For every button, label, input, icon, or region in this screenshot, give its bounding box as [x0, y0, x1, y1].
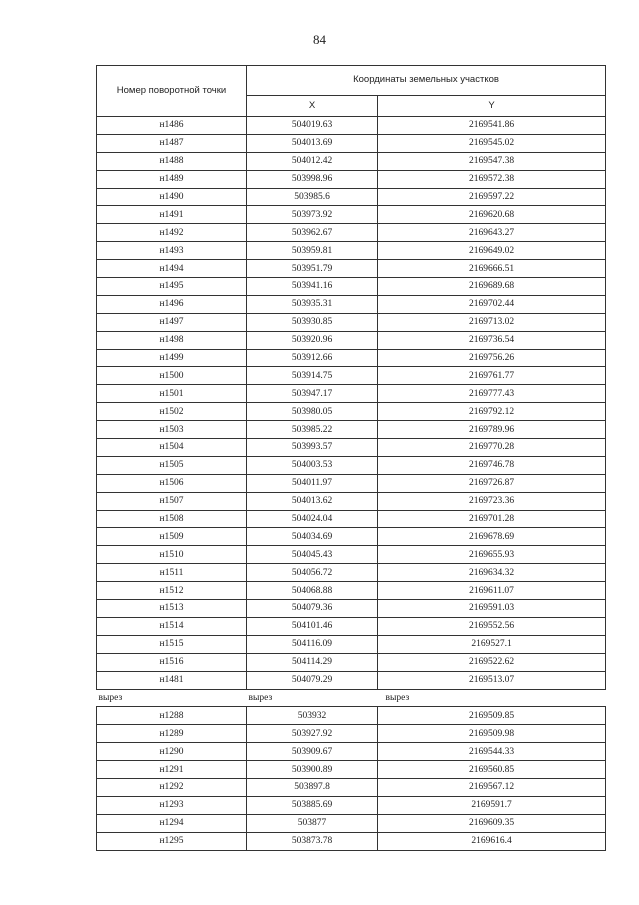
x-coordinate-cell: 504013.62: [247, 492, 378, 510]
x-coordinate-cell: 503877: [247, 814, 378, 832]
point-number-cell: н1494: [97, 260, 247, 278]
point-number-cell: н1487: [97, 134, 247, 152]
point-number-header: Номер поворотной точки: [97, 66, 247, 117]
table-row: [97, 134, 606, 152]
table-row: [97, 456, 606, 474]
point-number-cell: н1501: [97, 385, 247, 403]
table-row: [97, 170, 606, 188]
table-row: [97, 421, 606, 439]
coordinates-table: [96, 65, 606, 851]
table-row: [97, 635, 606, 653]
table-row: [97, 653, 606, 671]
x-coordinate-cell: 503897.8: [247, 778, 378, 796]
y-coordinate-cell: 2169649.02: [378, 242, 606, 260]
point-number-cell: н1295: [97, 832, 247, 850]
x-coordinate-cell: 504024.04: [247, 510, 378, 528]
point-number-cell: н1496: [97, 295, 247, 313]
point-number-cell: н1514: [97, 617, 247, 635]
y-coordinate-cell: 2169655.93: [378, 546, 606, 564]
point-number-cell: н1488: [97, 152, 247, 170]
point-number-cell: н1510: [97, 546, 247, 564]
point-number-cell: н1497: [97, 313, 247, 331]
table-row: [97, 206, 606, 224]
x-coordinate-cell: 503900.89: [247, 761, 378, 779]
y-coordinate-cell: 2169643.27: [378, 224, 606, 242]
point-number-cell: н1288: [97, 707, 247, 725]
x-coordinate-cell: 504013.69: [247, 134, 378, 152]
x-coordinate-cell: 504003.53: [247, 456, 378, 474]
cut-label: вырез: [378, 689, 606, 707]
x-coordinate-cell: 504079.29: [247, 671, 378, 689]
table-row: [97, 295, 606, 313]
x-coordinate-cell: 503920.96: [247, 331, 378, 349]
x-coordinate-cell: 503993.57: [247, 439, 378, 457]
y-coordinate-cell: 2169597.22: [378, 188, 606, 206]
y-coordinate-cell: 2169756.26: [378, 349, 606, 367]
table-row: [97, 582, 606, 600]
y-coordinate-cell: 2169567.12: [378, 778, 606, 796]
x-coordinate-cell: 503927.92: [247, 725, 378, 743]
x-column-header: X: [247, 95, 378, 116]
point-number-cell: н1495: [97, 278, 247, 296]
coordinates-header: Координаты земельных участков: [247, 66, 606, 96]
x-coordinate-cell: 503985.6: [247, 188, 378, 206]
y-coordinate-cell: 2169634.32: [378, 564, 606, 582]
point-number-cell: н1512: [97, 582, 247, 600]
point-number-cell: н1506: [97, 474, 247, 492]
table-row: [97, 224, 606, 242]
table-row: [97, 260, 606, 278]
cut-label: вырез: [247, 689, 378, 707]
y-coordinate-cell: 2169736.54: [378, 331, 606, 349]
point-number-cell: н1293: [97, 796, 247, 814]
point-number-cell: н1516: [97, 653, 247, 671]
x-coordinate-cell: 503914.75: [247, 367, 378, 385]
table-row: [97, 474, 606, 492]
x-coordinate-cell: 504068.88: [247, 582, 378, 600]
point-number-cell: н1513: [97, 600, 247, 618]
point-number-cell: н1505: [97, 456, 247, 474]
x-coordinate-cell: 503912.66: [247, 349, 378, 367]
y-coordinate-cell: 2169761.77: [378, 367, 606, 385]
table-row: [97, 242, 606, 260]
x-coordinate-cell: 503998.96: [247, 170, 378, 188]
x-coordinate-cell: 504034.69: [247, 528, 378, 546]
x-coordinate-cell: 503932: [247, 707, 378, 725]
point-number-cell: н1490: [97, 188, 247, 206]
table-row: [97, 761, 606, 779]
point-number-cell: н1491: [97, 206, 247, 224]
table-row: [97, 796, 606, 814]
table-row: [97, 117, 606, 135]
point-number-cell: н1294: [97, 814, 247, 832]
y-coordinate-cell: 2169609.35: [378, 814, 606, 832]
x-coordinate-cell: 504101.46: [247, 617, 378, 635]
y-coordinate-cell: 2169789.96: [378, 421, 606, 439]
x-coordinate-cell: 503947.17: [247, 385, 378, 403]
point-number-cell: н1486: [97, 117, 247, 135]
x-coordinate-cell: 504079.36: [247, 600, 378, 618]
y-coordinate-cell: 2169591.03: [378, 600, 606, 618]
table-row: [97, 439, 606, 457]
y-coordinate-cell: 2169552.56: [378, 617, 606, 635]
y-coordinate-cell: 2169513.07: [378, 671, 606, 689]
point-number-cell: н1502: [97, 403, 247, 421]
x-coordinate-cell: 504011.97: [247, 474, 378, 492]
point-number-cell: н1292: [97, 778, 247, 796]
x-coordinate-cell: 504012.42: [247, 152, 378, 170]
x-coordinate-cell: 503962.67: [247, 224, 378, 242]
table-row: [97, 743, 606, 761]
table-row: [97, 313, 606, 331]
y-coordinate-cell: 2169746.78: [378, 456, 606, 474]
table-row: [97, 510, 606, 528]
y-coordinate-cell: 2169777.43: [378, 385, 606, 403]
y-coordinate-cell: 2169541.86: [378, 117, 606, 135]
table-row: [97, 546, 606, 564]
table-row: [97, 152, 606, 170]
y-coordinate-cell: 2169678.69: [378, 528, 606, 546]
x-coordinate-cell: 503873.78: [247, 832, 378, 850]
point-number-cell: н1492: [97, 224, 247, 242]
y-coordinate-cell: 2169792.12: [378, 403, 606, 421]
point-number-cell: н1289: [97, 725, 247, 743]
point-number-cell: н1508: [97, 510, 247, 528]
x-coordinate-cell: 503885.69: [247, 796, 378, 814]
y-coordinate-cell: 2169702.44: [378, 295, 606, 313]
point-number-cell: н1290: [97, 743, 247, 761]
table-row: [97, 188, 606, 206]
point-number-cell: н1498: [97, 331, 247, 349]
y-coordinate-cell: 2169560.85: [378, 761, 606, 779]
y-coordinate-cell: 2169726.87: [378, 474, 606, 492]
y-coordinate-cell: 2169689.68: [378, 278, 606, 296]
point-number-cell: н1509: [97, 528, 247, 546]
point-number-cell: н1499: [97, 349, 247, 367]
y-coordinate-cell: 2169616.4: [378, 832, 606, 850]
table-row: [97, 331, 606, 349]
table-row: [97, 564, 606, 582]
y-coordinate-cell: 2169611.07: [378, 582, 606, 600]
table-row: [97, 349, 606, 367]
y-coordinate-cell: 2169620.68: [378, 206, 606, 224]
x-coordinate-cell: 503985.22: [247, 421, 378, 439]
point-number-cell: н1493: [97, 242, 247, 260]
y-coordinate-cell: 2169509.98: [378, 725, 606, 743]
point-number-cell: н1511: [97, 564, 247, 582]
x-coordinate-cell: 503930.85: [247, 313, 378, 331]
table-row: [97, 492, 606, 510]
x-coordinate-cell: 503980.05: [247, 403, 378, 421]
cut-section: [97, 689, 606, 707]
x-coordinate-cell: 503959.81: [247, 242, 378, 260]
y-coordinate-cell: 2169666.51: [378, 260, 606, 278]
cut-row: [97, 689, 606, 707]
table-row: [97, 725, 606, 743]
table-row: [97, 278, 606, 296]
point-number-cell: н1503: [97, 421, 247, 439]
y-coordinate-cell: 2169572.38: [378, 170, 606, 188]
table-row: [97, 671, 606, 689]
table-row: [97, 367, 606, 385]
y-coordinate-cell: 2169509.85: [378, 707, 606, 725]
x-coordinate-cell: 503951.79: [247, 260, 378, 278]
table-row: [97, 528, 606, 546]
x-coordinate-cell: 503935.31: [247, 295, 378, 313]
y-coordinate-cell: 2169544.33: [378, 743, 606, 761]
x-coordinate-cell: 503909.67: [247, 743, 378, 761]
point-number-cell: н1489: [97, 170, 247, 188]
table-row: [97, 814, 606, 832]
table-row: [97, 617, 606, 635]
page-number: 84: [313, 32, 326, 47]
x-coordinate-cell: 504019.63: [247, 117, 378, 135]
table-row: [97, 600, 606, 618]
y-coordinate-cell: 2169701.28: [378, 510, 606, 528]
table-row: [97, 778, 606, 796]
table-row: [97, 707, 606, 725]
x-coordinate-cell: 504116.09: [247, 635, 378, 653]
point-number-cell: н1504: [97, 439, 247, 457]
cut-label: вырез: [97, 689, 247, 707]
table-body-cut: [97, 707, 606, 850]
y-coordinate-cell: 2169527.1: [378, 635, 606, 653]
point-number-cell: н1500: [97, 367, 247, 385]
y-column-header: Y: [378, 95, 606, 116]
table-body-main: [97, 117, 606, 690]
table-row: [97, 385, 606, 403]
x-coordinate-cell: 504056.72: [247, 564, 378, 582]
y-coordinate-cell: 2169522.62: [378, 653, 606, 671]
table-row: [97, 832, 606, 850]
y-coordinate-cell: 2169713.02: [378, 313, 606, 331]
y-coordinate-cell: 2169770.28: [378, 439, 606, 457]
point-number-cell: н1291: [97, 761, 247, 779]
table-row: [97, 403, 606, 421]
y-coordinate-cell: 2169591.7: [378, 796, 606, 814]
point-number-cell: н1507: [97, 492, 247, 510]
x-coordinate-cell: 503941.16: [247, 278, 378, 296]
y-coordinate-cell: 2169547.38: [378, 152, 606, 170]
x-coordinate-cell: 504114.29: [247, 653, 378, 671]
x-coordinate-cell: 504045.43: [247, 546, 378, 564]
x-coordinate-cell: 503973.92: [247, 206, 378, 224]
point-number-cell: н1481: [97, 671, 247, 689]
point-number-cell: н1515: [97, 635, 247, 653]
y-coordinate-cell: 2169723.36: [378, 492, 606, 510]
y-coordinate-cell: 2169545.02: [378, 134, 606, 152]
